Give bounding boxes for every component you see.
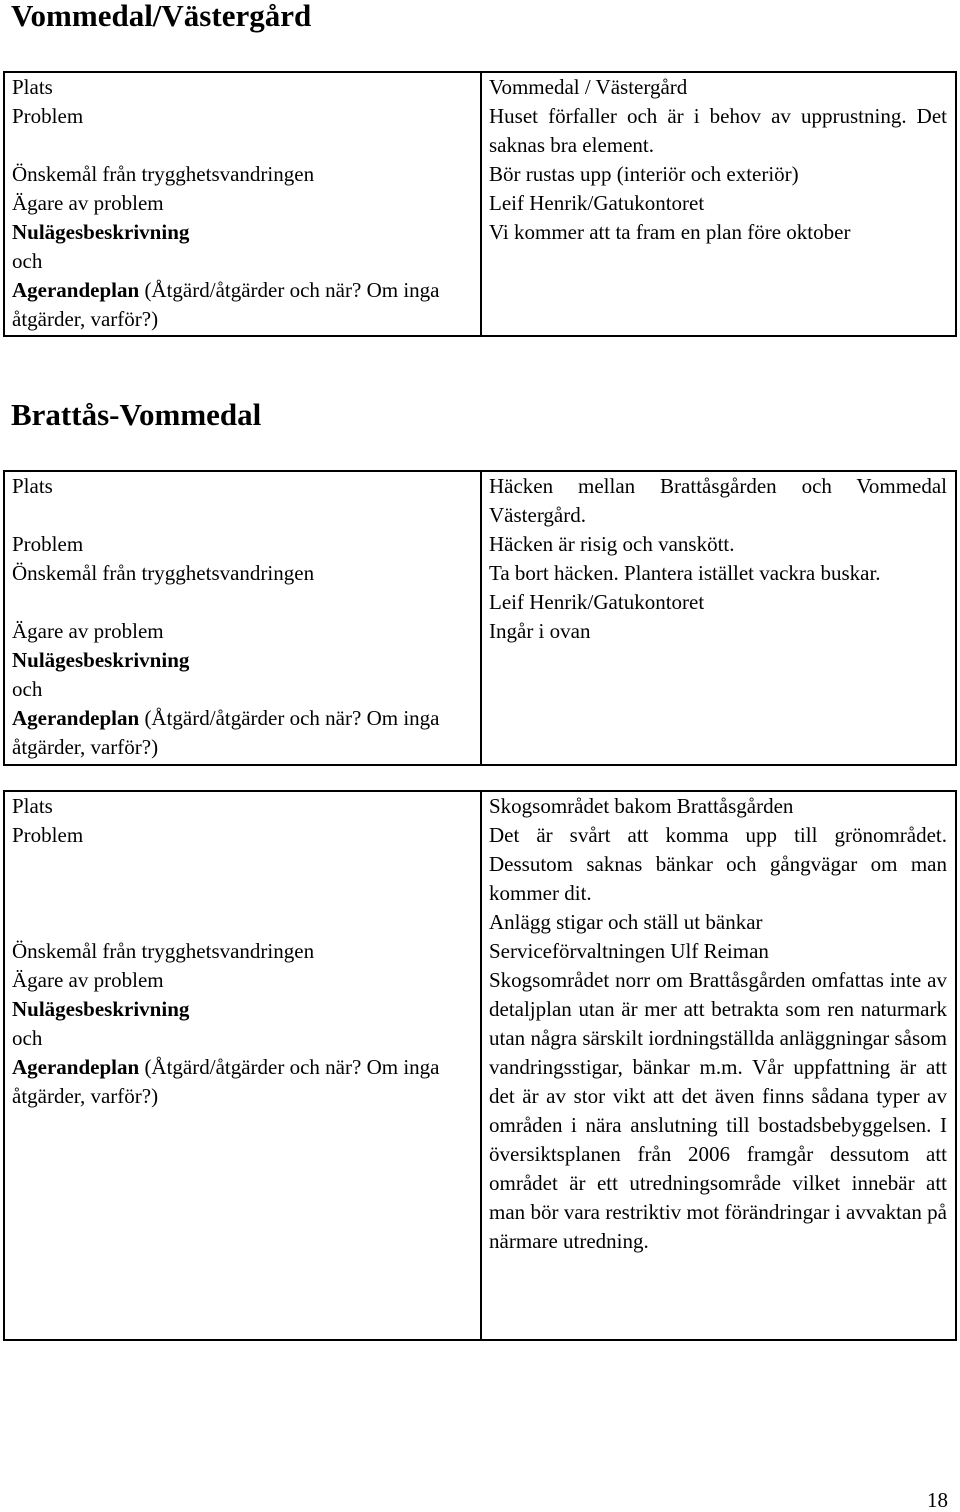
label-agare: Ägare av problem [12,619,164,643]
value-plats: Skogsområdet bakom Brattåsgården [489,794,794,818]
label-agerandeplan: Agerandeplan (Åtgärd/åtgärder och när? Om inga åtgärder, varför?) [12,706,440,759]
value-agare: Serviceförvaltningen Ulf Reiman [489,939,769,963]
label-och: och [12,677,43,701]
value-nulage: Skogsområdet norr om Brattåsgården omfattas inte av detaljplan utan är mer att betrakta som ren naturmark utan några särskilt iordningställda anläggningar såsom vandringsstigar, bänkar m.m. Vår uppfattning är att det är av stor vikt att det även finns sådana typer av områden i nära anslutning till bostadsbebyggelsen. I översiktsplanen från 2006 framgår dessutom att området är ett utredningsområde vilket innebär att man bör vara restriktiv mot förändringar i avvaktan på närmare utredning. [489,968,947,1253]
label-nulage: Nulägesbeskrivning [12,997,190,1021]
label-agare: Ägare av problem [12,191,164,215]
label-problem: Problem [12,104,84,128]
value-onskemal: Anlägg stigar och ställ ut bänkar [489,910,763,934]
entry-table-hacken [3,470,957,766]
labels-cell [4,791,481,1340]
label-nulage: Nulägesbeskrivning [12,220,190,244]
label-problem: Problem [12,823,84,847]
section-heading-brattas: Brattås-Vommedal [11,397,262,432]
value-problem: Huset förfaller och är i behov av upprustning. Det saknas bra element. [489,104,947,157]
page-number: 18 [927,1488,948,1512]
label-plats: Plats [12,75,53,99]
label-och: och [12,249,43,273]
label-onskemal: Önskemål från trygghetsvandringen [12,939,315,963]
value-onskemal: Bör rustas upp (interiör och exteriör) [489,162,799,186]
label-onskemal: Önskemål från trygghetsvandringen [12,561,315,585]
label-agerandeplan: Agerandeplan (Åtgärd/åtgärder och när? Om inga åtgärder, varför?) [12,1055,440,1108]
value-agare: Leif Henrik/Gatukontoret [489,590,705,614]
value-nulage: Vi kommer att ta fram en plan före oktober [489,220,851,244]
entry-table-vommedal [3,71,957,337]
section-heading-vommedal: Vommedal/Västergård [11,0,312,33]
value-nulage: Ingår i ovan [489,619,591,643]
value-problem: Häcken är risig och vanskött. [489,532,735,556]
label-agerandeplan: Agerandeplan (Åtgärd/åtgärder och när? Om inga åtgärder, varför?) [12,278,440,331]
value-plats: Vommedal / Västergård [489,75,688,99]
values-cell [481,471,956,765]
label-plats: Plats [12,794,53,818]
label-problem: Problem [12,532,84,556]
label-och: och [12,1026,43,1050]
values-cell [481,791,956,1340]
label-agare: Ägare av problem [12,968,164,992]
value-plats: Häcken mellan Brattåsgården och Vommedal Västergård. [489,474,947,527]
values-cell [481,72,956,336]
label-onskemal: Önskemål från trygghetsvandringen [12,162,315,186]
value-problem: Det är svårt att komma upp till grönområdet. Dessutom saknas bänkar och gångvägar om man kommer dit. [489,823,947,905]
labels-cell [4,471,481,765]
value-agare: Leif Henrik/Gatukontoret [489,191,705,215]
label-nulage: Nulägesbeskrivning [12,648,190,672]
label-plats: Plats [12,474,53,498]
entry-table-skogsomradet [3,790,957,1341]
value-onskemal: Ta bort häcken. Plantera istället vackra buskar. [489,561,881,585]
labels-cell [4,72,481,336]
